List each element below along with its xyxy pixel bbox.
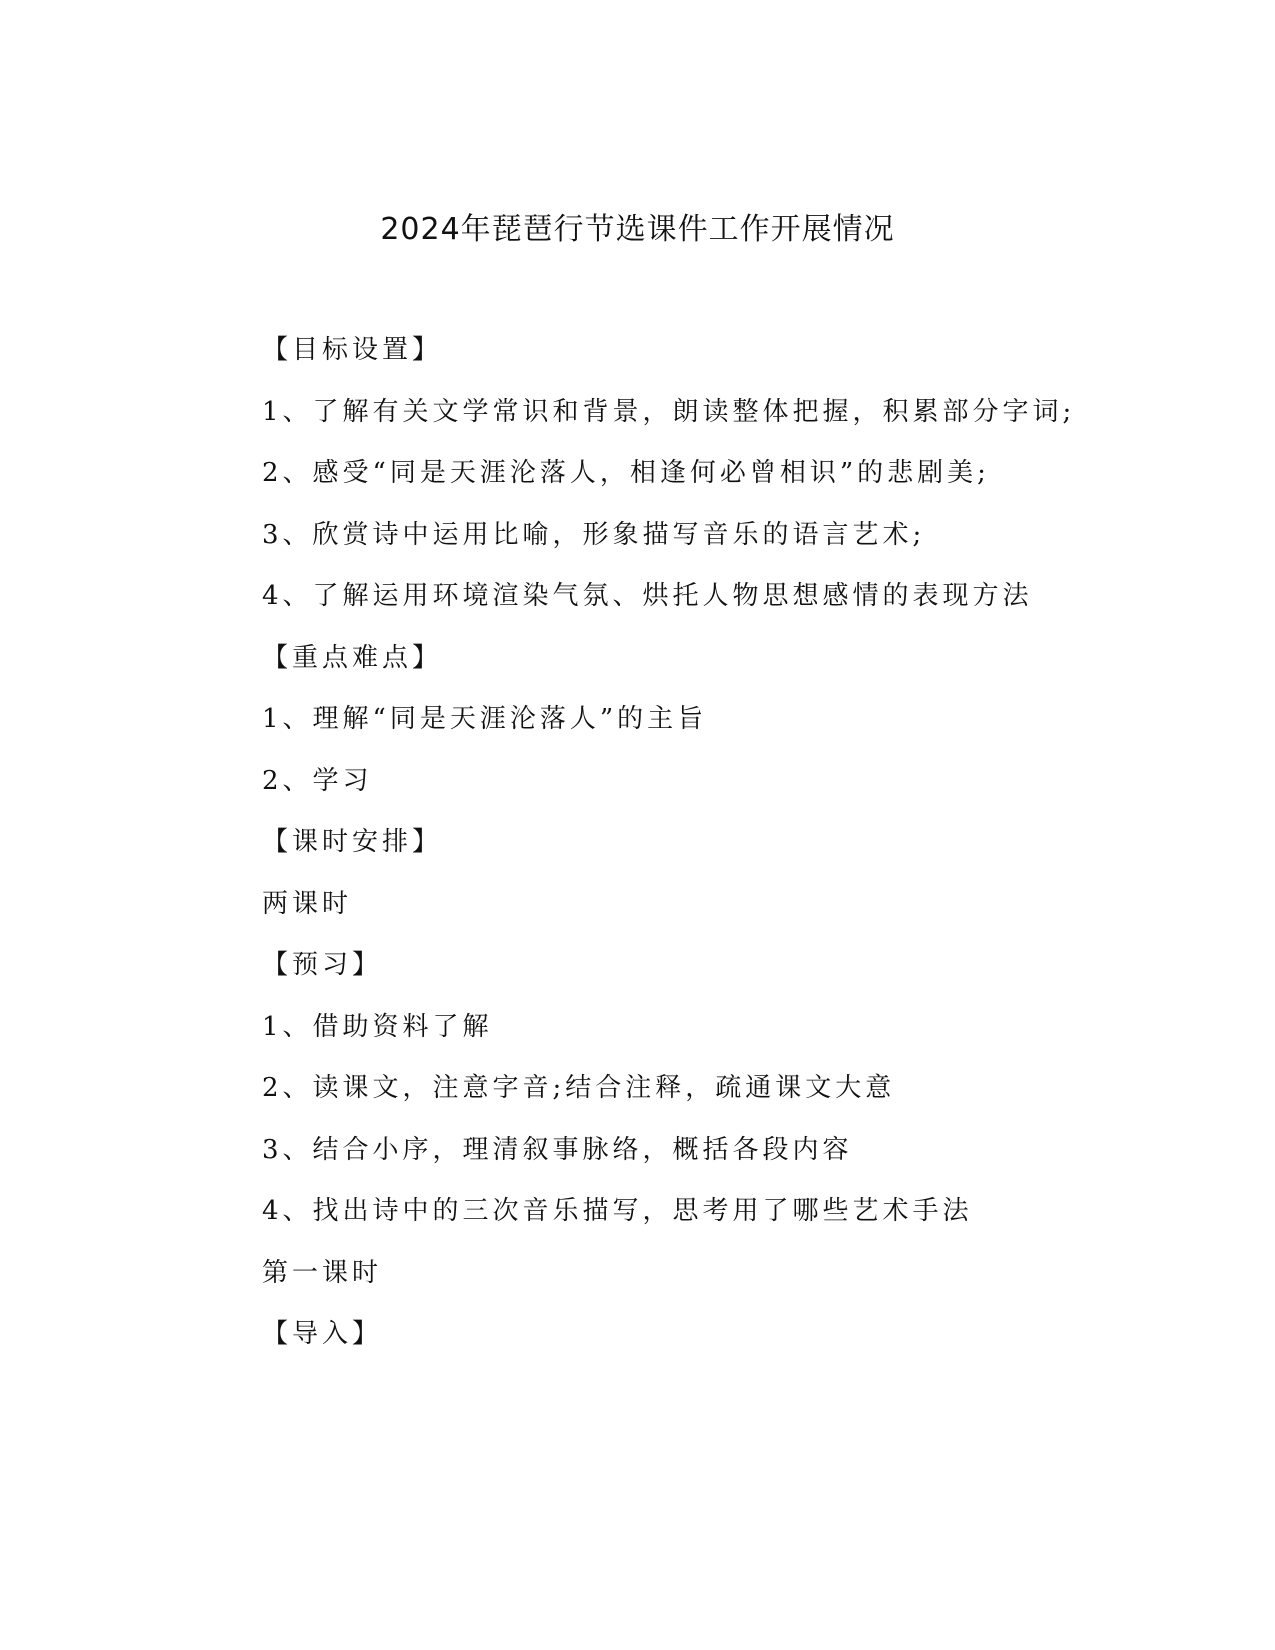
document-body <box>262 330 1162 1376</box>
preview-item-2: 2、读课文，注意字音;结合注释，疏通课文大意 <box>262 1073 896 1103</box>
goal-item-3: 3、欣赏诗中运用比喻，形象描写音乐的语言艺术; <box>262 519 926 550</box>
goal-item-4: 4、了解运用环境渲染气氛、烘托人物思想感情的表现方法 <box>262 581 1033 611</box>
preview-item-3: 3、结合小序，理清叙事脉络，概括各段内容 <box>262 1134 853 1165</box>
goal-item-2: 2、感受“同是天涯沦落人，相逢何必曾相识”的悲剧美; <box>262 458 990 488</box>
section-heading-schedule: 【课时安排】 <box>262 827 443 857</box>
section-heading-preview: 【预习】 <box>262 950 383 980</box>
lesson-one-label: 第一课时 <box>262 1257 383 1288</box>
schedule-text: 两课时 <box>262 888 353 919</box>
key-point-item-1: 1、理解“同是天涯沦落人”的主旨 <box>262 704 708 734</box>
preview-item-4: 4、找出诗中的三次音乐描写，思考用了哪些艺术手法 <box>262 1196 973 1226</box>
section-heading-intro: 【导入】 <box>262 1319 383 1349</box>
document-title: 2024年琵琶行节选课件工作开展情况 <box>380 212 895 247</box>
goal-item-1: 1、了解有关文学常识和背景，朗读整体把握，积累部分字词; <box>262 396 1076 427</box>
section-heading-goals: 【目标设置】 <box>262 335 443 365</box>
section-heading-key-points: 【重点难点】 <box>262 642 443 673</box>
key-point-item-2: 2、学习 <box>262 765 373 796</box>
preview-item-1: 1、借助资料了解 <box>262 1011 493 1042</box>
